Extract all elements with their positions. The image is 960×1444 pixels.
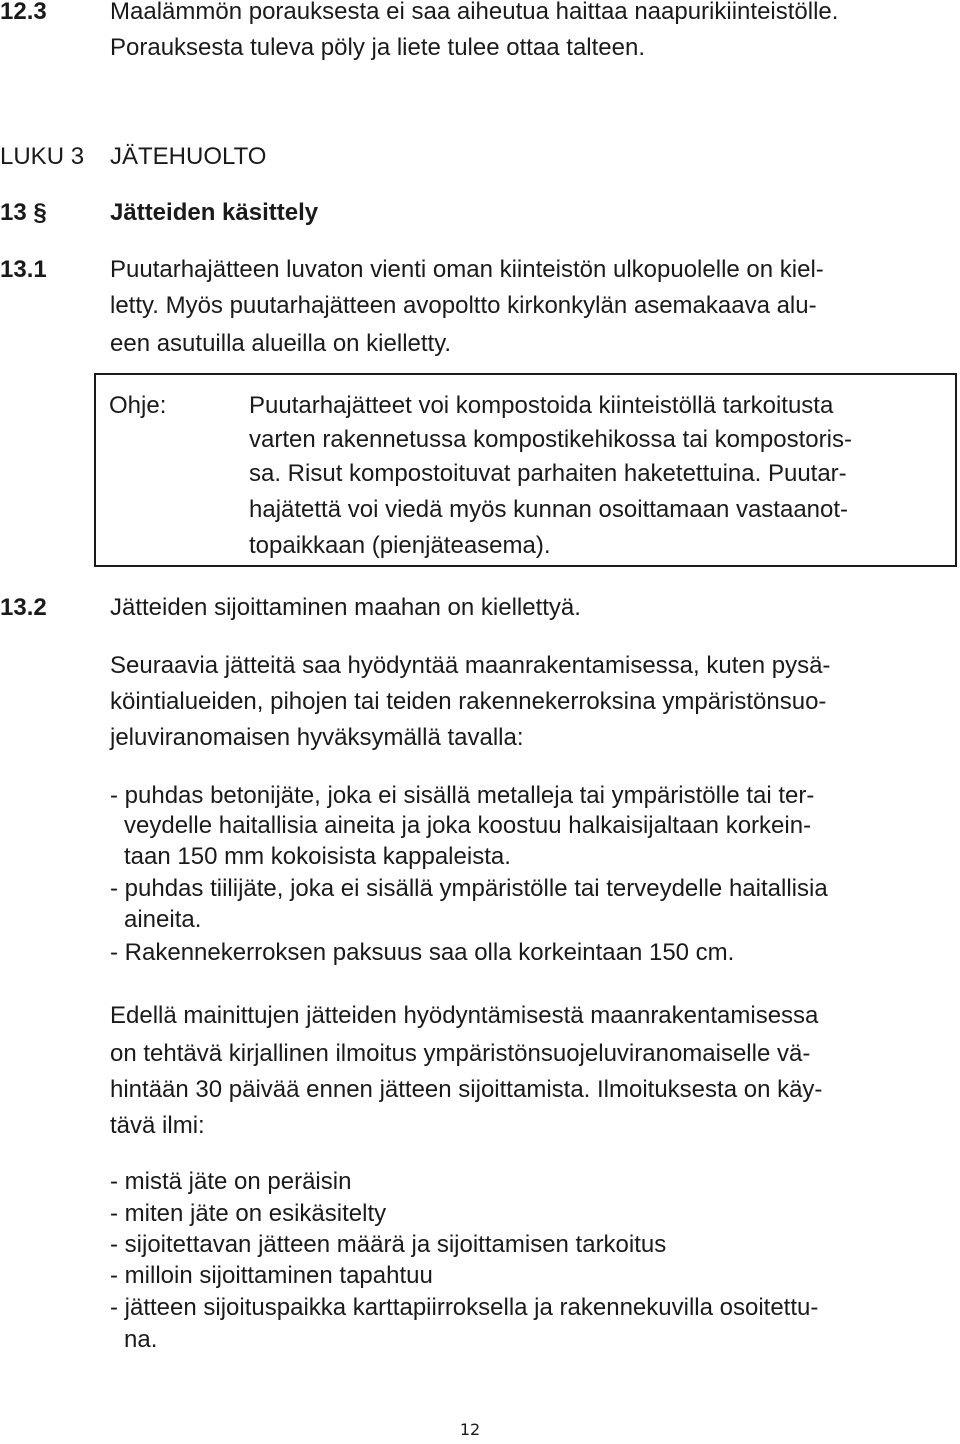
list-item: - puhdas betonijäte, joka ei sisällä metalleja tai ympäristölle tai ter- bbox=[110, 782, 815, 809]
section-12-3-line-2: Porauksesta tuleva pöly ja liete tulee ottaa talteen. bbox=[110, 34, 646, 61]
section-number-12-3: 12.3 bbox=[0, 0, 47, 25]
section-13-2-title: Jätteiden sijoittaminen maahan on kiellettyä. bbox=[110, 594, 581, 621]
section-number-13-1: 13.1 bbox=[0, 256, 47, 283]
section-13-2-para-line-3: hintään 30 päivää ennen jätteen sijoittamista. Ilmoituksesta on käy- bbox=[110, 1076, 823, 1103]
list-item: - Rakennekerroksen paksuus saa olla korkeintaan 150 cm. bbox=[110, 939, 735, 966]
chapter-label: LUKU 3 bbox=[0, 143, 85, 170]
section-number-13-2: 13.2 bbox=[0, 594, 47, 621]
guidance-line-1: Puutarhajätteet voi kompostoida kiinteistöllä tarkoitusta bbox=[249, 392, 834, 419]
list-item: - mistä jäte on peräisin bbox=[110, 1168, 352, 1195]
list-item-continuation: aineita. bbox=[124, 906, 202, 933]
list-item: - jätteen sijoituspaikka karttapiirroksella ja rakennekuvilla osoitettu- bbox=[110, 1294, 819, 1321]
section-13-2-intro-line-3: jeluviranomaisen hyväksymällä tavalla: bbox=[110, 724, 524, 751]
list-item: - milloin sijoittaminen tapahtuu bbox=[110, 1262, 433, 1289]
list-item-continuation: na. bbox=[124, 1326, 158, 1353]
list-item-continuation: veydelle haitallisia aineita ja joka koostuu halkaisijaltaan korkein- bbox=[124, 812, 812, 839]
list-item: - sijoitettavan jätteen määrä ja sijoittamisen tarkoitus bbox=[110, 1231, 667, 1258]
section-number-13: 13 § bbox=[0, 199, 47, 226]
chapter-title: JÄTEHUOLTO bbox=[110, 143, 267, 170]
page-number: 12 bbox=[459, 1420, 481, 1439]
section-13-1-line-3: een asutuilla alueilla on kielletty. bbox=[110, 330, 452, 357]
section-13-2-intro-line-2: köintialueiden, pihojen tai teiden rakennekerroksina ympäristönsuo- bbox=[110, 688, 827, 715]
guidance-line-3: sa. Risut kompostoituvat parhaiten haketettuina. Puutar- bbox=[249, 460, 847, 487]
list-item: - miten jäte on esikäsitelty bbox=[110, 1200, 387, 1227]
list-item: - puhdas tiilijäte, joka ei sisällä ympäristölle tai terveydelle haitallisia bbox=[110, 875, 828, 902]
section-12-3-line-1: Maalämmön porauksesta ei saa aiheutua haittaa naapurikiinteistölle. bbox=[110, 0, 839, 25]
section-13-2-para-line-2: on tehtävä kirjallinen ilmoitus ympäristönsuojeluviranomaiselle vä- bbox=[110, 1040, 811, 1067]
guidance-line-4: hajätettä voi viedä myös kunnan osoittamaan vastaanot- bbox=[249, 496, 849, 523]
section-13-1-line-1: Puutarhajätteen luvaton vienti oman kiinteistön ulkopuolelle on kiel- bbox=[110, 256, 824, 283]
guidance-line-2: varten rakennetussa kompostikehikossa tai kompostoris- bbox=[249, 426, 852, 453]
list-item-continuation: taan 150 mm kokoisista kappaleista. bbox=[124, 843, 511, 870]
section-13-1-line-2: letty. Myös puutarhajätteen avopoltto kirkonkylän asemakaava alu- bbox=[110, 292, 817, 319]
section-13-2-intro-line-1: Seuraavia jätteitä saa hyödyntää maanrakentamisessa, kuten pysä- bbox=[110, 652, 831, 679]
section-13-2-para-line-1: Edellä mainittujen jätteiden hyödyntämisestä maanrakentamisessa bbox=[110, 1002, 819, 1029]
guidance-line-5: topaikkaan (pienjäteasema). bbox=[249, 532, 551, 559]
section-13-title: Jätteiden käsittely bbox=[110, 199, 319, 226]
guidance-label: Ohje: bbox=[109, 392, 167, 419]
section-13-2-para-line-4: tävä ilmi: bbox=[110, 1112, 205, 1139]
